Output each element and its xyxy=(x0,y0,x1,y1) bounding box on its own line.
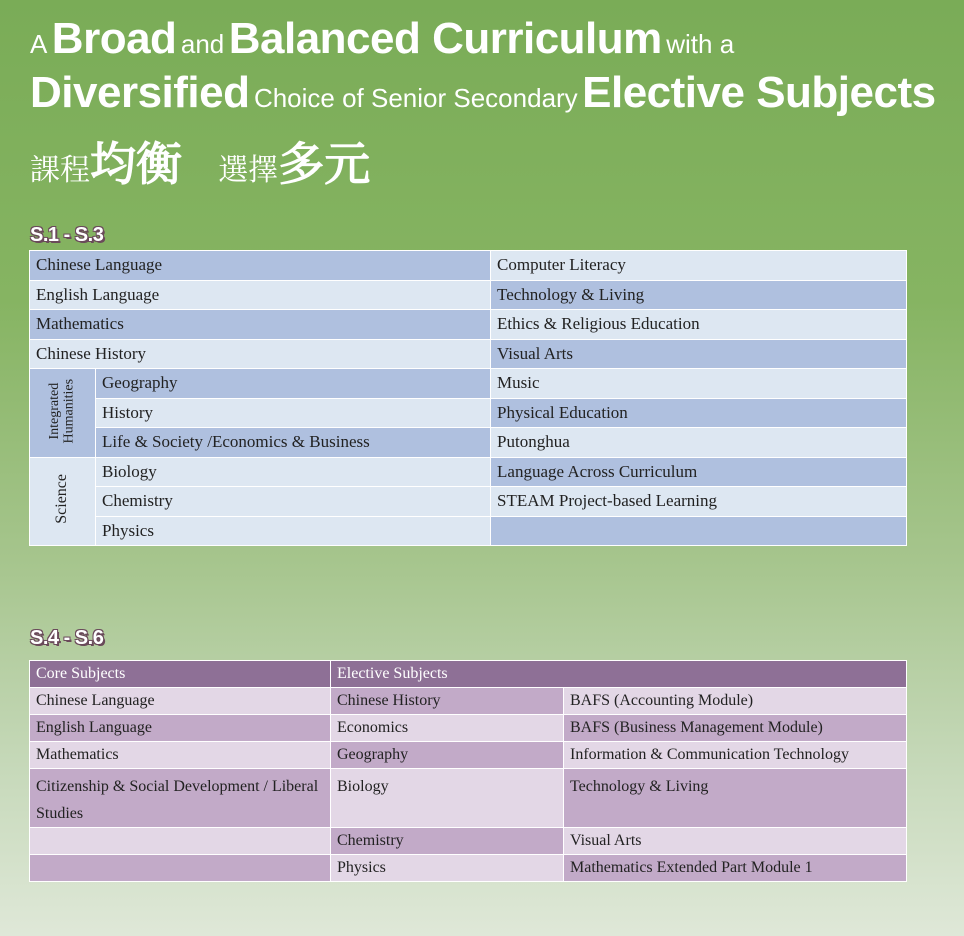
elective-cell: BAFS (Accounting Module) xyxy=(564,688,907,715)
subject-cell: Chinese Language xyxy=(30,251,491,281)
core-cell: English Language xyxy=(30,715,331,742)
chinese-title-part: 均衡 xyxy=(90,137,182,191)
subject-cell: Language Across Curriculum xyxy=(491,457,907,487)
table-row xyxy=(30,280,907,310)
core-cell: Chinese Language xyxy=(30,688,331,715)
table-row xyxy=(30,828,907,855)
science-label: Science xyxy=(53,473,71,524)
title-word: and xyxy=(180,29,225,59)
table-row xyxy=(30,457,907,487)
elective-cell: Physics xyxy=(331,855,564,882)
table-row xyxy=(30,428,907,458)
table-row xyxy=(30,398,907,428)
group-label-cell xyxy=(30,457,96,546)
elective-subjects-header: Elective Subjects xyxy=(331,661,907,688)
title-line-2 xyxy=(30,68,936,118)
title-word: Choice of Senior Secondary xyxy=(253,83,578,113)
title-line-1 xyxy=(30,14,734,64)
senior-heading: S.4 - S.6 xyxy=(30,627,104,649)
title-word: A xyxy=(30,29,48,59)
title-word: Diversified xyxy=(30,68,250,117)
chinese-title-part: 多元 xyxy=(278,137,371,191)
core-subjects-header: Core Subjects xyxy=(30,661,331,688)
core-cell xyxy=(30,855,331,882)
table-row xyxy=(30,487,907,517)
table-row xyxy=(30,339,907,369)
junior-heading: S.1 - S.3 xyxy=(30,224,104,246)
subject-cell: Mathematics xyxy=(30,310,491,340)
subject-cell: Chinese History xyxy=(30,339,491,369)
elective-cell: Mathematics Extended Part Module 1 xyxy=(564,855,907,882)
integrated-humanities-label: Integrated Humanities xyxy=(46,377,77,443)
elective-cell: Biology xyxy=(331,769,564,828)
group-label-cell xyxy=(30,369,96,458)
subject-cell: English Language xyxy=(30,280,491,310)
subject-cell: Chemistry xyxy=(96,487,491,517)
subject-cell: Biology xyxy=(96,457,491,487)
elective-cell: Chinese History xyxy=(331,688,564,715)
table-row xyxy=(30,251,907,281)
table-row xyxy=(30,715,907,742)
elective-cell: Geography xyxy=(331,742,564,769)
senior-subjects-table xyxy=(29,660,907,882)
table-row xyxy=(30,742,907,769)
title-word: Broad xyxy=(51,14,177,63)
subject-cell: History xyxy=(96,398,491,428)
table-row xyxy=(30,688,907,715)
elective-cell: Technology & Living xyxy=(564,769,907,828)
elective-cell: Chemistry xyxy=(331,828,564,855)
core-cell: Citizenship & Social Development / Liberal Studies xyxy=(30,769,331,828)
core-cell: Mathematics xyxy=(30,742,331,769)
table-row xyxy=(30,310,907,340)
chinese-title-part: 課程 xyxy=(30,153,90,188)
subject-cell: Music xyxy=(491,369,907,399)
table-header-row xyxy=(30,661,907,688)
subject-cell xyxy=(491,516,907,546)
subject-cell: Physics xyxy=(96,516,491,546)
title-word: with a xyxy=(666,29,735,59)
subject-cell: Putonghua xyxy=(491,428,907,458)
subject-cell: Visual Arts xyxy=(491,339,907,369)
table-row xyxy=(30,855,907,882)
title-word: Elective Subjects xyxy=(582,68,936,117)
title-word: Balanced Curriculum xyxy=(228,14,662,63)
subject-cell: Technology & Living xyxy=(491,280,907,310)
subject-cell: Physical Education xyxy=(491,398,907,428)
subject-cell: Geography xyxy=(96,369,491,399)
core-cell xyxy=(30,828,331,855)
elective-cell: BAFS (Business Management Module) xyxy=(564,715,907,742)
subject-cell: Computer Literacy xyxy=(491,251,907,281)
elective-cell: Economics xyxy=(331,715,564,742)
table-row xyxy=(30,516,907,546)
chinese-title-part: 選擇 xyxy=(218,153,279,188)
subject-cell: STEAM Project-based Learning xyxy=(491,487,907,517)
title-chinese xyxy=(30,128,370,194)
subject-cell: Life & Society /Economics & Business xyxy=(96,428,491,458)
elective-cell: Information & Communication Technology xyxy=(564,742,907,769)
table-row xyxy=(30,769,907,828)
elective-cell: Visual Arts xyxy=(564,828,907,855)
subject-cell: Ethics & Religious Education xyxy=(491,310,907,340)
junior-subjects-table xyxy=(29,250,907,546)
table-row xyxy=(30,369,907,399)
